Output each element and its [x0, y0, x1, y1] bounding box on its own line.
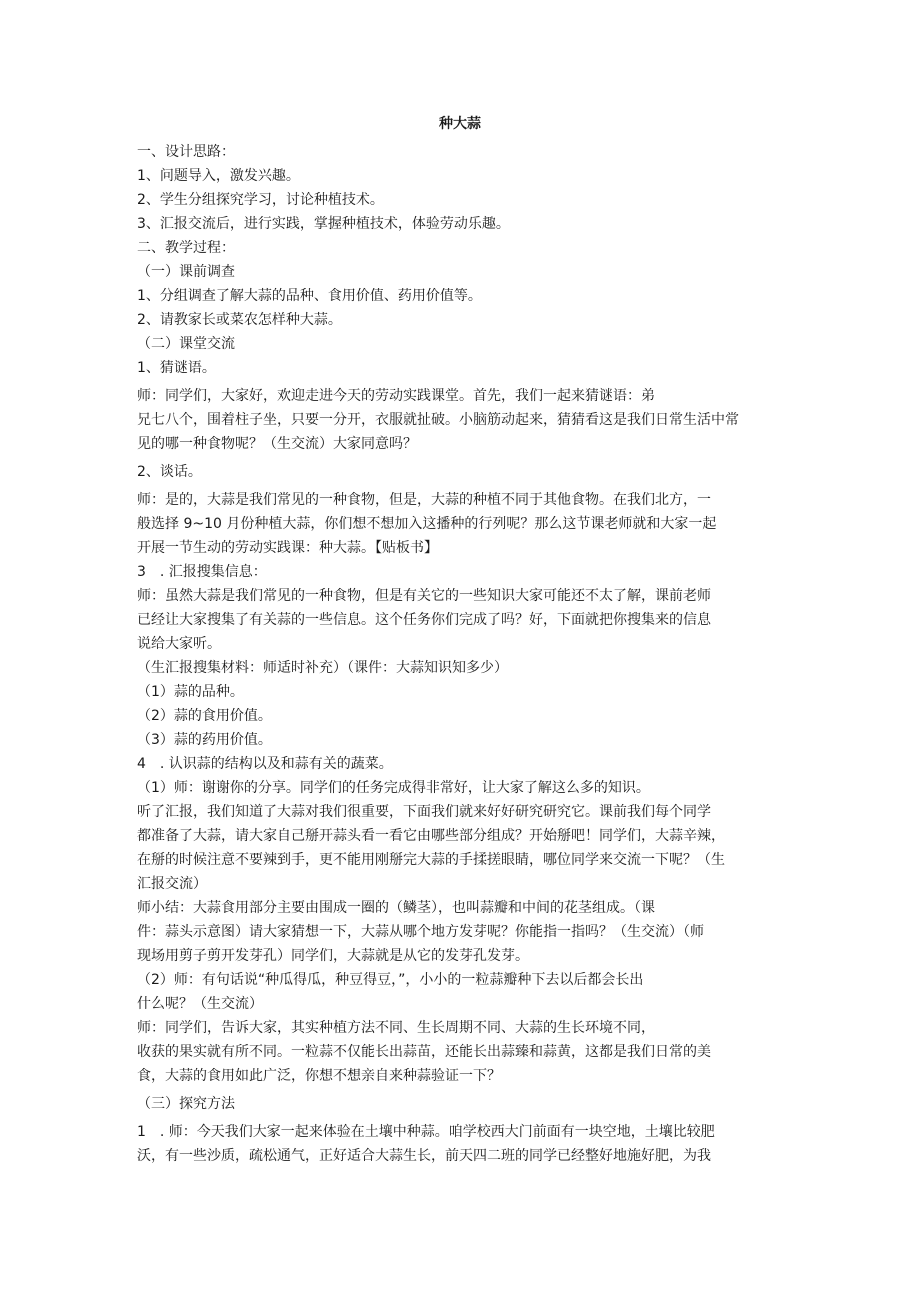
text-line: 一、设计思路：: [137, 144, 235, 160]
text-line: 二、教学过程：: [137, 240, 235, 256]
text-line: 沃，有一些沙质，疏松通气，正好适合大蒜生长，前天四二班的同学已经整好地施好肥，为我: [137, 1148, 711, 1164]
text-line: 兄七八个，围着柱子坐，只要一分开，衣服就扯破。小脑筋动起来，猜猜看这是我们日常生活中常: [137, 412, 739, 428]
text-line: 在掰的时候注意不要辣到手，更不能用刚掰完大蒜的手揉搓眼睛，哪位同学来交流一下呢？（生: [137, 852, 725, 868]
text-line: 1、分组调查了解大蒜的品种、食用价值、药用价值等。: [137, 288, 482, 304]
text-line: 2、谈话。: [137, 464, 202, 480]
text-line: 听了汇报，我们知道了大蒜对我们很重要，下面我们就来好好研究研究它。课前我们每个同学: [137, 804, 711, 820]
text-line: 1 . 师：今天我们大家一起来体验在土壤中种蒜。咱学校西大门前面有一块空地，土壤比较肥: [137, 1124, 715, 1140]
text-line: 现场用剪子剪开发芽孔）同学们，大蒜就是从它的发芽孔发芽。: [137, 948, 529, 964]
text-line: 3、汇报交流后，进行实践，掌握种植技术，体验劳动乐趣。: [137, 216, 510, 232]
text-line: （三）探究方法: [137, 1096, 235, 1112]
text-line: （一）课前调查: [137, 264, 235, 280]
text-line: 收获的果实就有所不同。一粒蒜不仅能长出蒜苗，还能长出蒜臻和蒜黄，这都是我们日常的美: [137, 1044, 711, 1060]
text-line: 2、学生分组探究学习，讨论种植技术。: [137, 192, 384, 208]
text-line: 什么呢？（生交流）: [137, 996, 263, 1012]
text-line: （生汇报搜集材料：师适时补充）（课件：大蒜知识知多少）: [137, 660, 508, 676]
text-line: 开展一节生动的劳动实践课：种大蒜。【贴板书】: [137, 540, 438, 556]
text-line: 3 . 汇报搜集信息：: [137, 564, 267, 580]
text-line: 师小结：大蒜食用部分主要由围成一圈的（鳞茎），也叫蒜瓣和中间的花茎组成。（课: [137, 900, 655, 916]
text-line: 1、问题导入，激发兴趣。: [137, 168, 300, 184]
text-line: （2）蒜的食用价值。: [137, 708, 272, 724]
text-line: 食，大蒜的食用如此广泛，你想不想亲自来种蒜验证一下？: [137, 1068, 501, 1084]
text-line: （3）蒜的药用价值。: [137, 732, 272, 748]
text-line: 师：虽然大蒜是我们常见的一种食物，但是有关它的一些知识大家可能还不太了解，课前老师: [137, 588, 711, 604]
text-line: 师：是的，大蒜是我们常见的一种食物，但是，大蒜的种植不同于其他食物。在我们北方，一: [137, 492, 711, 508]
text-line: （1）师：谢谢你的分享。同学们的任务完成得非常好，让大家了解这么多的知识。: [137, 780, 650, 796]
text-line: 般选择 9~10 月份种植大蒜，你们想不想加入这播种的行列呢？那么这节课老师就和大家一起: [137, 516, 717, 532]
document-title: 种大蒜: [439, 116, 481, 132]
text-line: 师：同学们，大家好，欢迎走进今天的劳动实践课堂。首先，我们一起来猜谜语：弟: [137, 388, 655, 404]
text-line: 2、请教家长或菜农怎样种大蒜。: [137, 312, 342, 328]
document-body: [137, 140, 787, 1168]
text-line: 都准备了大蒜，请大家自己掰开蒜头看一看它由哪些部分组成？开始掰吧！同学们，大蒜辛辣，: [137, 828, 725, 844]
text-line: （2）师：有句话说“种瓜得瓜，种豆得豆，”，小小的一粒蒜瓣种下去以后都会长出: [137, 972, 644, 988]
text-line: 已经让大家搜集了有关蒜的一些信息。这个任务你们完成了吗？好，下面就把你搜集来的信息: [137, 612, 711, 628]
text-line: （1）蒜的品种。: [137, 684, 244, 700]
text-line: 师：同学们，告诉大家，其实种植方法不同、生长周期不同、大蒜的生长环境不同，: [137, 1020, 655, 1036]
text-line: 4 . 认识蒜的结构以及和蒜有关的蔬菜。: [137, 756, 393, 772]
text-line: 1、猜谜语。: [137, 360, 216, 376]
text-line: 见的哪一种食物呢？（生交流）大家同意吗？: [137, 436, 417, 452]
text-line: （二）课堂交流: [137, 336, 235, 352]
text-line: 说给大家听。: [137, 636, 221, 652]
text-line: 件：蒜头示意图）请大家猜想一下，大蒜从哪个地方发芽呢？你能指一指吗？（生交流）（师: [137, 924, 704, 940]
text-line: 汇报交流）: [137, 876, 207, 892]
